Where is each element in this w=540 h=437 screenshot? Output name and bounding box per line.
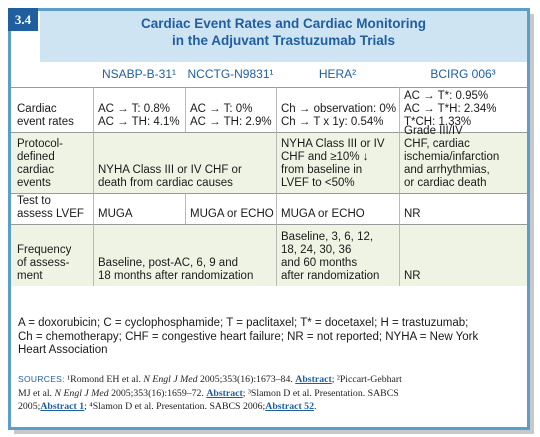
column-header-label: BCIRG 006³ [430, 67, 496, 81]
table-cell [93, 87, 185, 132]
column-header [185, 62, 276, 87]
frame-shadow-bottom [14, 430, 534, 434]
cell-line: MUGA or ECHO [190, 208, 274, 220]
table-cell [276, 224, 399, 286]
cell-line: death from cardiac causes [98, 177, 233, 189]
row-label-line: cardiac [17, 164, 55, 176]
table-cell [276, 193, 399, 224]
row-label-line: event rates [17, 116, 74, 128]
column-header-label: NCCTG-N9831¹ [187, 67, 274, 81]
row-label-line: assess LVEF [17, 208, 84, 220]
cell-line: AC → TH: 2.9% [190, 116, 272, 128]
sources-section [18, 373, 523, 414]
column-header-label: HERA² [318, 67, 357, 81]
table-cell [93, 132, 276, 193]
footnote-line: Heart Association [18, 344, 108, 356]
row-label-line: Frequency [17, 244, 72, 256]
ref-2-authors: ; ²Piccart-Gebhart [331, 374, 402, 385]
sources-end: . [313, 401, 317, 412]
cell-line: Ch → T x 1y: 0.54% [281, 116, 384, 128]
cell-line: Baseline, 3, 6, 12, [281, 231, 374, 243]
cell-line: Grade III/IV [404, 125, 463, 137]
cell-line: NYHA Class III or IV [281, 138, 385, 150]
row-label [11, 224, 93, 286]
cell-line: after randomization [281, 270, 380, 282]
column-header-label: NSABP-B-31¹ [101, 67, 177, 81]
cell-line: Ch → observation: 0% [281, 103, 397, 115]
table-cell [185, 87, 276, 132]
cell-line: T*CH: 1.33% [404, 116, 472, 128]
sources-line-2 [18, 387, 523, 401]
cell-line: Baseline, post-AC, 6, 9 and [98, 257, 238, 269]
ref-1-journal: N Engl J Med [143, 374, 198, 385]
cell-line: NR [404, 270, 421, 282]
figure-title [40, 15, 527, 49]
cell-line: AC → T*: 0.95% [404, 90, 489, 102]
sources-line-3 [18, 400, 523, 414]
cell-line: NYHA Class III or IV CHF or [98, 164, 242, 176]
table-cell [93, 224, 276, 286]
row-label-line: Test to [17, 195, 51, 207]
column-header [93, 62, 185, 87]
row-label [11, 132, 93, 193]
cell-line: AC → T: 0.8% [98, 103, 171, 115]
cell-line: ischemia/infarction [404, 151, 500, 163]
table-cell [93, 193, 185, 224]
ref-3-citation: ; ³Slamon D et al. Presentation. SABCS [242, 387, 399, 399]
row-label-line: Cardiac [17, 103, 57, 115]
header-corner [11, 62, 93, 87]
table-cell [185, 193, 276, 224]
row-label-line: ment [17, 270, 43, 282]
ref-4-citation: ; ⁴Slamon D et al. Presentation. SABCS 2006; [84, 401, 266, 412]
row-label-line: Protocol- [17, 138, 64, 150]
row-label-line: of assess- [17, 257, 70, 269]
cell-line: CHF and ≥10% ↓ [281, 151, 369, 163]
ref-3-year: 2005; [18, 401, 41, 412]
title-line-1: Cardiac Event Rates and Cardiac Monitoring [140, 16, 427, 31]
ref-2-citation: 2005;353(16):1659–72. [108, 387, 207, 399]
ref-3-abstract-link[interactable]: Abstract 1 [40, 401, 85, 412]
table-cell [399, 125, 527, 193]
ref-2-authors-cont: MJ et al. [18, 387, 55, 399]
ref-2-journal: N Engl J Med [54, 387, 109, 399]
row-label-line: events [17, 177, 51, 189]
title-line-2: in the Adjuvant Trastuzumab Trials [171, 33, 396, 48]
footnote-line: Ch = chemotherapy; CHF = congestive heart failure; NR = not reported; NYHA = New York [18, 330, 479, 343]
cell-line: from baseline in [281, 164, 363, 176]
cell-line: and 60 months [281, 257, 358, 269]
row-label [11, 193, 93, 224]
ref-1-citation: 2005;353(16):1673–84. [197, 374, 296, 385]
cell-line: or cardiac death [404, 177, 487, 189]
table-cell [276, 132, 399, 193]
row-label-line: defined [17, 151, 55, 163]
table-cell [276, 87, 399, 132]
cell-line: AC → TH: 4.1% [98, 116, 180, 128]
cell-line: AC → T: 0% [190, 103, 253, 115]
trial-comparison-table [11, 62, 527, 315]
cell-line: 18, 24, 30, 36 [281, 244, 352, 256]
table-cell [399, 224, 527, 286]
column-header [399, 62, 527, 87]
footnote-line: A = doxorubicin; C = cyclophosphamide; T = paclitaxel; T* = docetaxel; H = trastuzumab; [18, 317, 469, 329]
ref-1-abstract-link[interactable]: Abstract [295, 374, 332, 385]
column-header [276, 62, 399, 87]
row-label [11, 87, 93, 132]
figure-number-badge: 3.4 [8, 8, 38, 31]
cell-line: NR [404, 208, 421, 220]
cell-line: and arrhythmias, [404, 164, 490, 176]
ref-4-abstract-link[interactable]: Abstract 52 [265, 401, 314, 412]
frame-shadow [530, 14, 534, 434]
abbreviations-footnote [18, 317, 518, 358]
cell-line: CHF, cardiac [404, 138, 470, 150]
cell-line: MUGA or ECHO [281, 208, 365, 220]
ref-2-abstract-link[interactable]: Abstract [206, 387, 243, 399]
cell-line: MUGA [98, 208, 133, 220]
cell-line: AC → T*H: 2.34% [404, 103, 497, 115]
table-cell [399, 193, 527, 224]
cell-line: LVEF to <50% [281, 177, 355, 189]
ref-1-authors: ¹Romond EH et al. [67, 374, 144, 385]
cell-line: 18 months after randomization [98, 270, 254, 282]
sources-label: SOURCES: [18, 374, 65, 384]
sources-line-1 [18, 373, 523, 387]
